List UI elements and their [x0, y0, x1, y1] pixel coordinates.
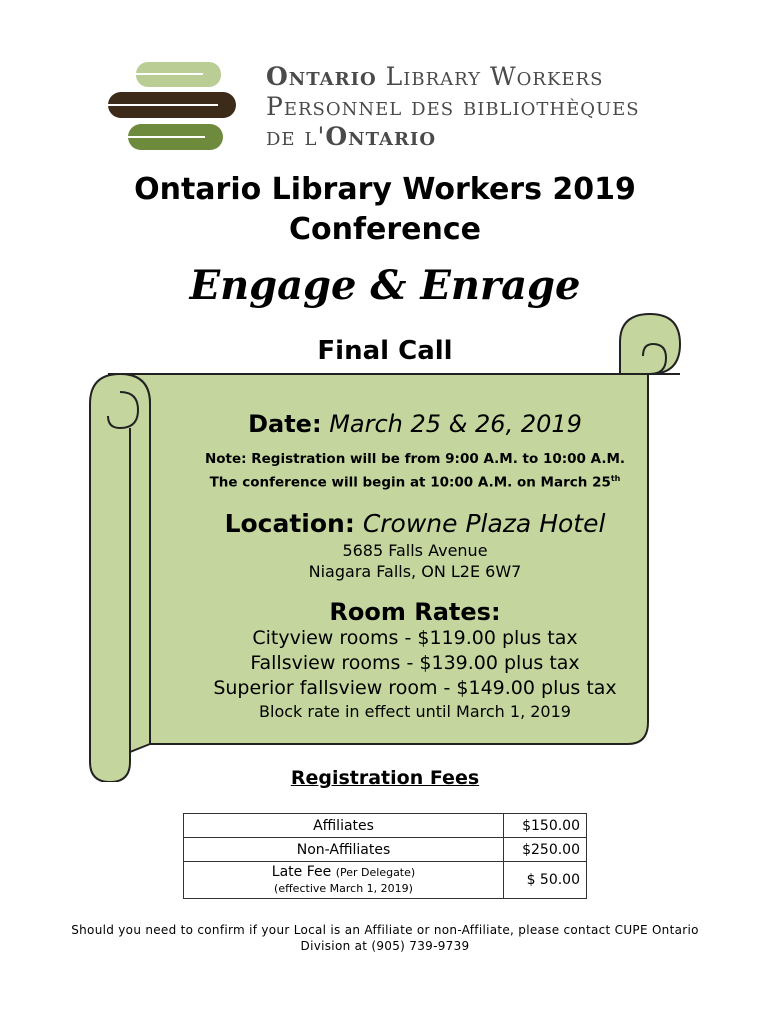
scroll-content — [150, 410, 680, 723]
fee-price: $150.00 — [504, 814, 587, 838]
fee-price: $250.00 — [504, 838, 587, 862]
fee-label: Affiliates — [184, 814, 504, 838]
note-superscript: th — [610, 474, 621, 483]
address — [150, 540, 680, 582]
tagline: Engage & Enrage — [189, 262, 581, 309]
logo-text-french-line1: Personnel des bibliothèques — [266, 92, 640, 121]
title-line-1: Ontario Library Workers 2019 — [134, 172, 636, 207]
location-value: Crowne Plaza Hotel — [362, 508, 606, 538]
location-line — [150, 509, 680, 538]
final-call-heading: Final Call — [317, 336, 453, 366]
registration-fees-table — [183, 813, 587, 899]
late-fee-effective: (effective March 1, 2019) — [274, 882, 413, 895]
footer-note — [40, 922, 730, 954]
date-label: Date: — [248, 410, 322, 438]
note-line-2-text: The conference will begin at 10:00 A.M. on March 25 — [209, 474, 611, 491]
table-row — [184, 838, 587, 862]
fee-label: Non-Affiliates — [184, 838, 504, 862]
date-value: March 25 & 26, 2019 — [329, 410, 582, 438]
note-line-1: Note: Registration will be from 9:00 A.M. to 10:00 A.M. — [204, 451, 626, 467]
table-row — [184, 862, 587, 899]
logo-text-ontario: Ontario — [266, 62, 377, 91]
late-fee-label: Late Fee — [271, 864, 332, 880]
title-line-2: Conference — [288, 212, 481, 247]
location-label: Location: — [224, 508, 355, 538]
ontario-library-workers-logo — [108, 58, 668, 158]
logo-text-ontario-fr: Ontario — [325, 122, 437, 151]
room-rate-item: Superior fallsview room - $149.00 plus tax — [213, 676, 617, 699]
address-line-2: Niagara Falls, ON L2E 6W7 — [308, 561, 522, 581]
books-logo-icon — [108, 58, 243, 153]
logo-text-de-l: de l' — [266, 122, 326, 151]
note-line-2 — [150, 469, 680, 493]
address-line-1: 5685 Falls Avenue — [342, 540, 488, 560]
page-title — [0, 170, 770, 250]
logo-wordmark — [266, 62, 640, 152]
footer-line-2: Division at (905) 739-9739 — [300, 939, 470, 953]
registration-fees-heading: Registration Fees — [290, 767, 480, 789]
fee-price: $ 50.00 — [504, 862, 587, 899]
registration-note — [150, 450, 680, 493]
late-fee-qualifier: (Per Delegate) — [335, 866, 416, 879]
block-rate-note: Block rate in effect until March 1, 2019 — [259, 701, 571, 721]
logo-text-library-workers: Library Workers — [385, 62, 604, 91]
footer-line-1: Should you need to confirm if your Local is an Affiliate or non-Affiliate, please contact CUPE Ontario — [71, 923, 699, 937]
fee-label — [184, 862, 504, 899]
date-line — [150, 410, 680, 438]
room-rate-item: Fallsview rooms - $139.00 plus tax — [250, 651, 580, 674]
table-row — [184, 814, 587, 838]
room-rate-item: Cityview rooms - $119.00 plus tax — [252, 626, 578, 649]
room-rates-heading: Room Rates: — [329, 597, 501, 626]
